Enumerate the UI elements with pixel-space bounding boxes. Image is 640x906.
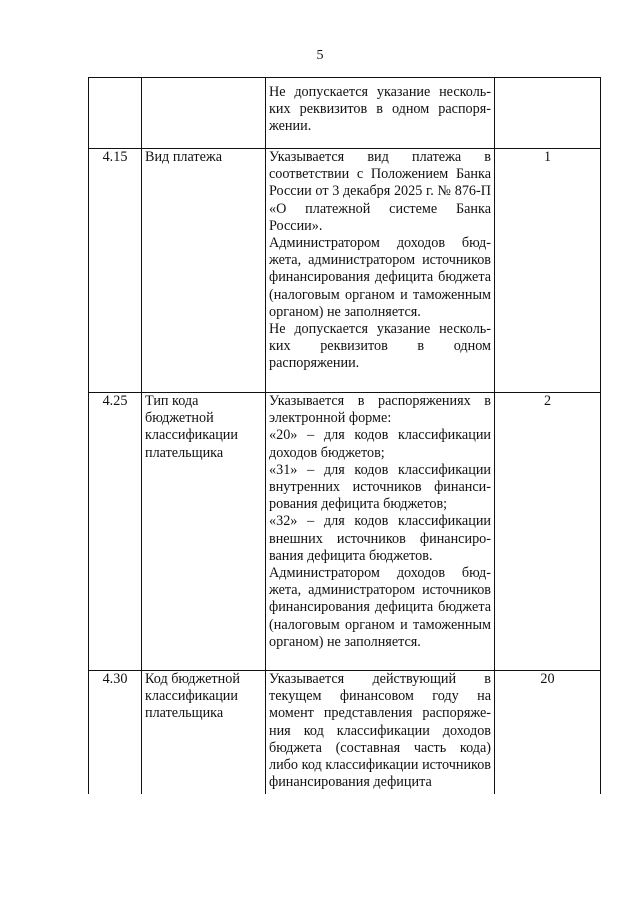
table-row — [89, 393, 601, 671]
requisite-length: 2 — [495, 393, 601, 671]
page-number: 5 — [316, 48, 324, 63]
description-paragraph: Не допускается указание нескольких реквизитов в одном распоряжении. — [269, 321, 491, 372]
requisite-length: 20 — [495, 671, 601, 795]
requisites-table — [88, 77, 601, 794]
table-row — [89, 149, 601, 393]
requisite-name: Вид платежа — [142, 149, 266, 393]
description-paragraph: Указывается действующий в текущем финансовом году на момент представления распоряжения код классификации доходов бюджета (составная часть кода) либо код классификации источников финансирования дефицита — [269, 671, 491, 791]
description-paragraph: Администратором доходов бюджета, администратором источников финансирования дефицита бюджета (налоговым органом и таможенным органом) не заполняется. — [269, 565, 491, 650]
requisite-name — [142, 78, 266, 149]
requisite-length — [495, 78, 601, 149]
description-paragraph: Администратором доходов бюджета, администратором источников финансирования дефицита бюджета (налоговым органом и таможенным органом) не заполняется. — [269, 235, 491, 320]
requisite-description — [266, 671, 495, 795]
description-paragraph: «32» – для кодов классификации внешних источников финансирования дефицита бюджетов. — [269, 513, 491, 564]
row-number: 4.30 — [89, 671, 142, 795]
requisite-name: Тип кода бюджетной классификации плательщика — [142, 393, 266, 671]
description-paragraph: «20» – для кодов классификации доходов бюджетов; — [269, 427, 491, 461]
description-paragraph: «31» – для кодов классификации внутренних источников финансирования дефицита бюджетов; — [269, 461, 491, 513]
requisite-description — [266, 149, 495, 393]
description-paragraph: Указывается вид платежа в соответствии с Положением Банка России от 3 декабря 2025 г. № 876-П «О платежной системе Банка России». — [269, 149, 491, 234]
row-number: 4.15 — [89, 149, 142, 393]
table-row — [89, 671, 601, 795]
requisite-length: 1 — [495, 149, 601, 393]
description-paragraph: Указывается в распоряжениях в электронной форме: — [269, 393, 491, 427]
table-row — [89, 78, 601, 149]
requisite-description — [266, 78, 495, 149]
description-paragraph: Не допускается указание нескольких реквизитов в одном распоряжении. — [269, 84, 491, 135]
row-number — [89, 78, 142, 149]
requisite-description — [266, 393, 495, 671]
row-number: 4.25 — [89, 393, 142, 671]
requisite-name: Код бюджетной классификации плательщика — [142, 671, 266, 795]
